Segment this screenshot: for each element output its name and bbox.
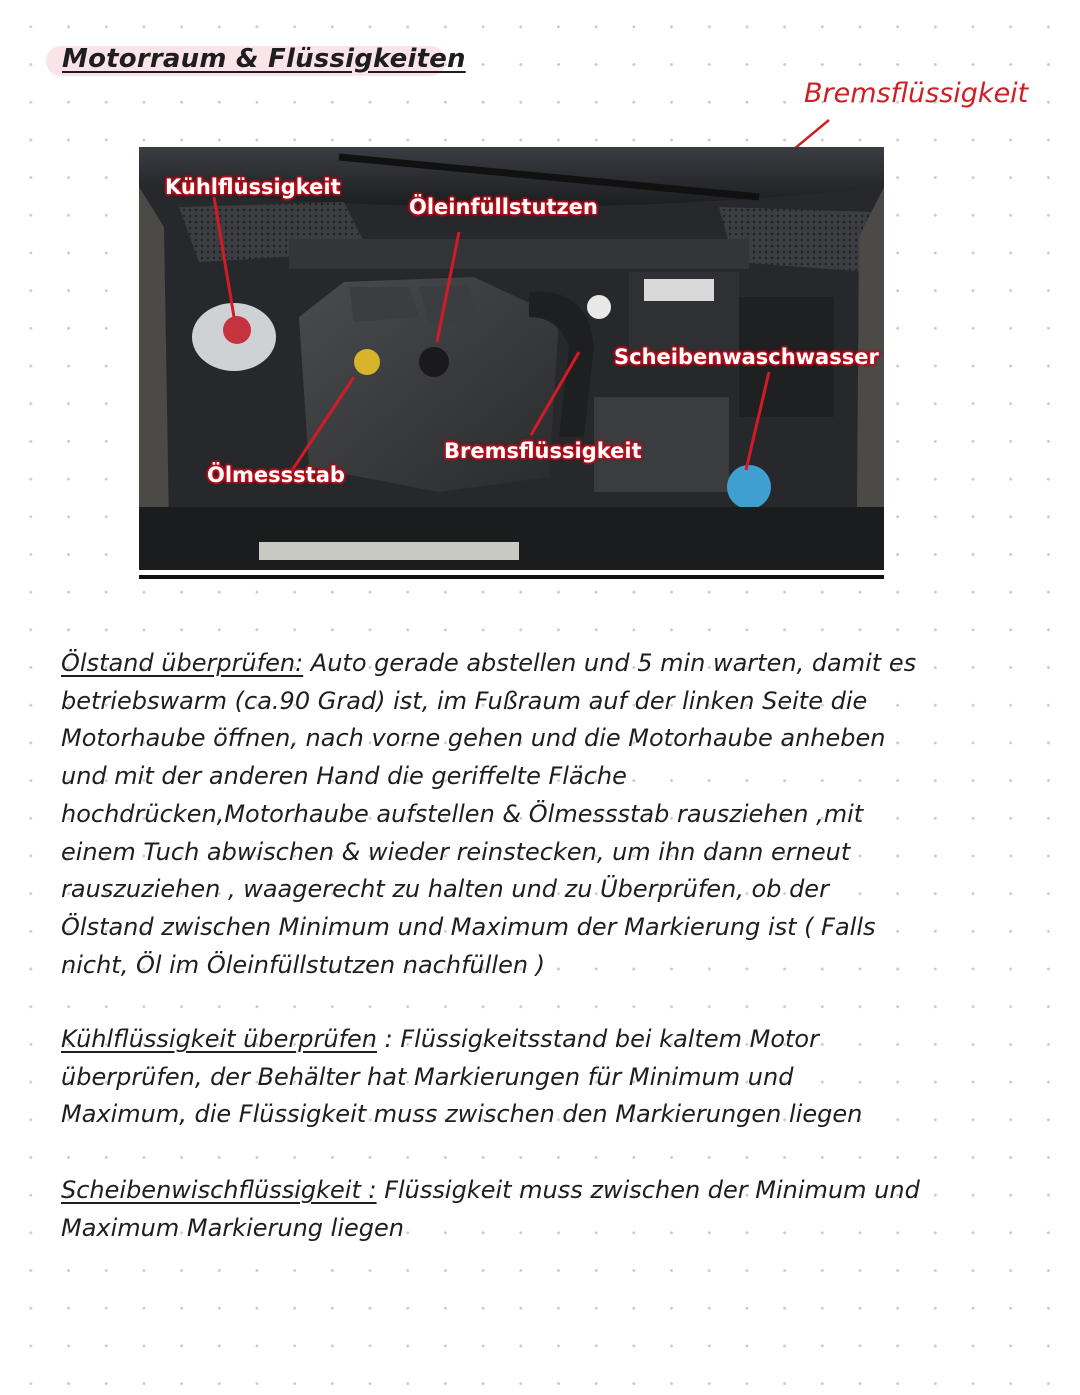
coolant-line: Maximum, die Flüssigkeit muss zwischen den Markierungen liegen (61, 1100, 863, 1129)
label-brake-fluid: Bremsflüssigkeit (444, 439, 642, 463)
oil-line: einem Tuch abwischen & wieder reinstecken, um ihn dann erneut (61, 837, 851, 866)
washer-heading: Scheibenwischflüssigkeit : (61, 1176, 377, 1204)
coolant-line: : Flüssigkeitsstand bei kaltem Motor (377, 1025, 819, 1053)
brake-fluid-annotation: Bremsflüssigkeit (804, 78, 1029, 109)
coolant-line: überprüfen, der Behälter hat Markierungen für Minimum und (61, 1062, 794, 1091)
page-title: Motorraum & Flüssigkeiten (62, 44, 466, 74)
oil-line: nicht, Öl im Öleinfüllstutzen nachfüllen ) (61, 950, 546, 979)
engine-bay-photo (139, 147, 884, 570)
oil-line: Motorhaube öffnen, nach vorne gehen und die Motorhaube anheben (61, 724, 886, 753)
oil-line: und mit der anderen Hand die geriffelte Fläche (61, 762, 627, 791)
label-washer-fluid: Scheibenwaschwasser (614, 345, 879, 369)
oil-line: hochdrücken,Motorhaube aufstellen & Ölmessstab rausziehen ,mit (61, 799, 864, 828)
label-coolant: Kühlflüssigkeit (165, 175, 341, 199)
label-dipstick: Ölmessstab (207, 463, 345, 487)
washer-line: Flüssigkeit muss zwischen der Minimum und (376, 1176, 920, 1204)
label-oil-filler: Öleinfüllstutzen (409, 195, 598, 219)
oil-heading: Ölstand überprüfen: (61, 649, 304, 677)
oil-line: rauszuziehen , waagerecht zu halten und zu Überprüfen, ob der (61, 875, 829, 904)
oil-line: Ölstand zwischen Minimum und Maximum der Markierung ist ( Falls (61, 912, 876, 941)
oil-line: Auto gerade abstellen und 5 min warten, damit es (303, 649, 917, 677)
photo-underline (139, 575, 884, 579)
coolant-heading: Kühlflüssigkeit überprüfen (61, 1025, 377, 1053)
coolant-section (61, 1021, 941, 1134)
oil-section (61, 645, 941, 984)
oil-line: betriebswarm (ca.90 Grad) ist, im Fußraum auf der linken Seite die (61, 686, 868, 715)
washer-section (61, 1172, 941, 1247)
washer-line: Maximum Markierung liegen (61, 1213, 404, 1242)
